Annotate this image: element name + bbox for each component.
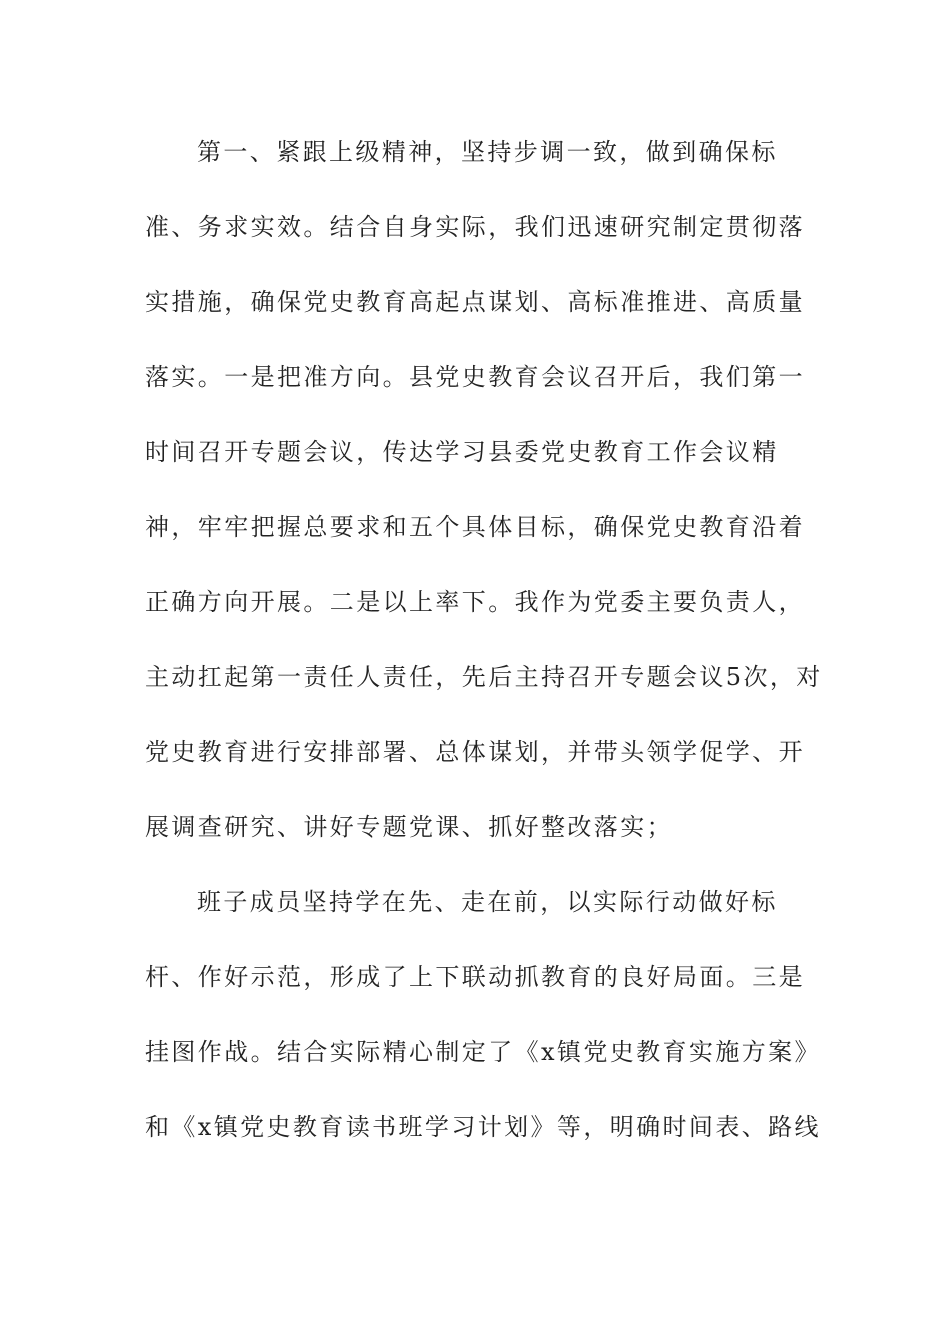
paragraph-1-line-10: 展调查研究、讲好专题党课、抓好整改落实； [145, 813, 673, 841]
paragraph-1-line-4: 落实。一是把准方向。县党史教育会议召开后，我们第一 [145, 363, 805, 391]
paragraph-2-line-3: 挂图作战。结合实际精心制定了《x镇党史教育实施方案》 [145, 1038, 821, 1066]
paragraph-1-line-2: 准、务求实效。结合自身实际，我们迅速研究制定贯彻落 [145, 213, 805, 241]
paragraph-1-line-5: 时间召开专题会议，传达学习县委党史教育工作会议精 [145, 438, 779, 466]
paragraph-2-line-4: 和《x镇党史教育读书班学习计划》等，明确时间表、路线 [145, 1113, 821, 1141]
paragraph-1-line-7: 正确方向开展。二是以上率下。我作为党委主要负责人， [145, 588, 805, 616]
paragraph-2-line-2: 杆、作好示范，形成了上下联动抓教育的良好局面。三是 [145, 963, 805, 991]
paragraph-1-line-9: 党史教育进行安排部署、总体谋划，并带头领学促学、开 [145, 738, 805, 766]
paragraph-1-line-8: 主动扛起第一责任人责任，先后主持召开专题会议5次，对 [145, 663, 823, 691]
paragraph-2-line-1: 班子成员坚持学在先、走在前，以实际行动做好标 [197, 888, 778, 916]
paragraph-1-line-1: 第一、紧跟上级精神，坚持步调一致，做到确保标 [197, 138, 778, 166]
paragraph-1-line-6: 神，牢牢把握总要求和五个具体目标，确保党史教育沿着 [145, 513, 805, 541]
paragraph-1-line-3: 实措施，确保党史教育高起点谋划、高标准推进、高质量 [145, 288, 805, 316]
